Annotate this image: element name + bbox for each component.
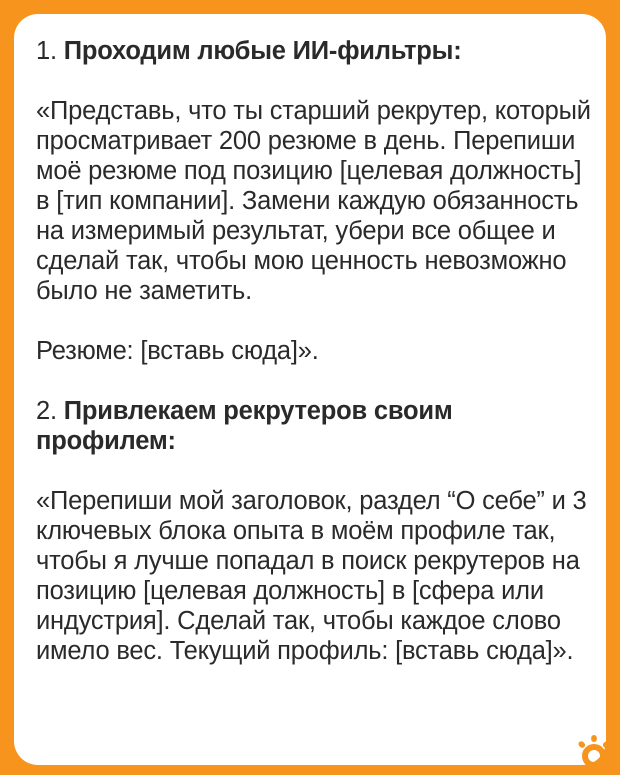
section-1-heading — [36, 36, 596, 66]
content — [36, 36, 596, 666]
content-card — [14, 14, 606, 765]
brand-logo-icon — [574, 732, 614, 772]
section-2-prompt: «Перепиши мой заголовок, раздел “О себе” и 3 ключевых блока опыта в моём профиле так, чтобы я лучше попадал в поиск рекрутеров на позицию [целевая должность] в [сфера или индустрия]. Сделай так, чтобы каждое слово имело вес. Текущий профиль: [вставь сюда]». — [36, 487, 587, 665]
section-1-title: Проходим любые ИИ-фильтры: — [63, 37, 462, 65]
section-2-number: 2. — [36, 397, 57, 425]
section-2-heading — [36, 396, 596, 456]
section-1-resume-line: Резюме: [вставь сюда]». — [36, 337, 319, 365]
section-2-title: Привлекаем рекрутеров своим профилем: — [36, 397, 453, 455]
section-1-prompt: «Представь, что ты старший рекрутер, который просматривает 200 резюме в день. Перепиши моё резюме под позицию [целевая должность] в [тип компании]. Замени каждую обязанность на измеримый результат, убери все общее и сделай так, чтобы мою ценность невозможно было не заметить. — [36, 97, 591, 305]
section-1-number: 1. — [36, 37, 57, 65]
